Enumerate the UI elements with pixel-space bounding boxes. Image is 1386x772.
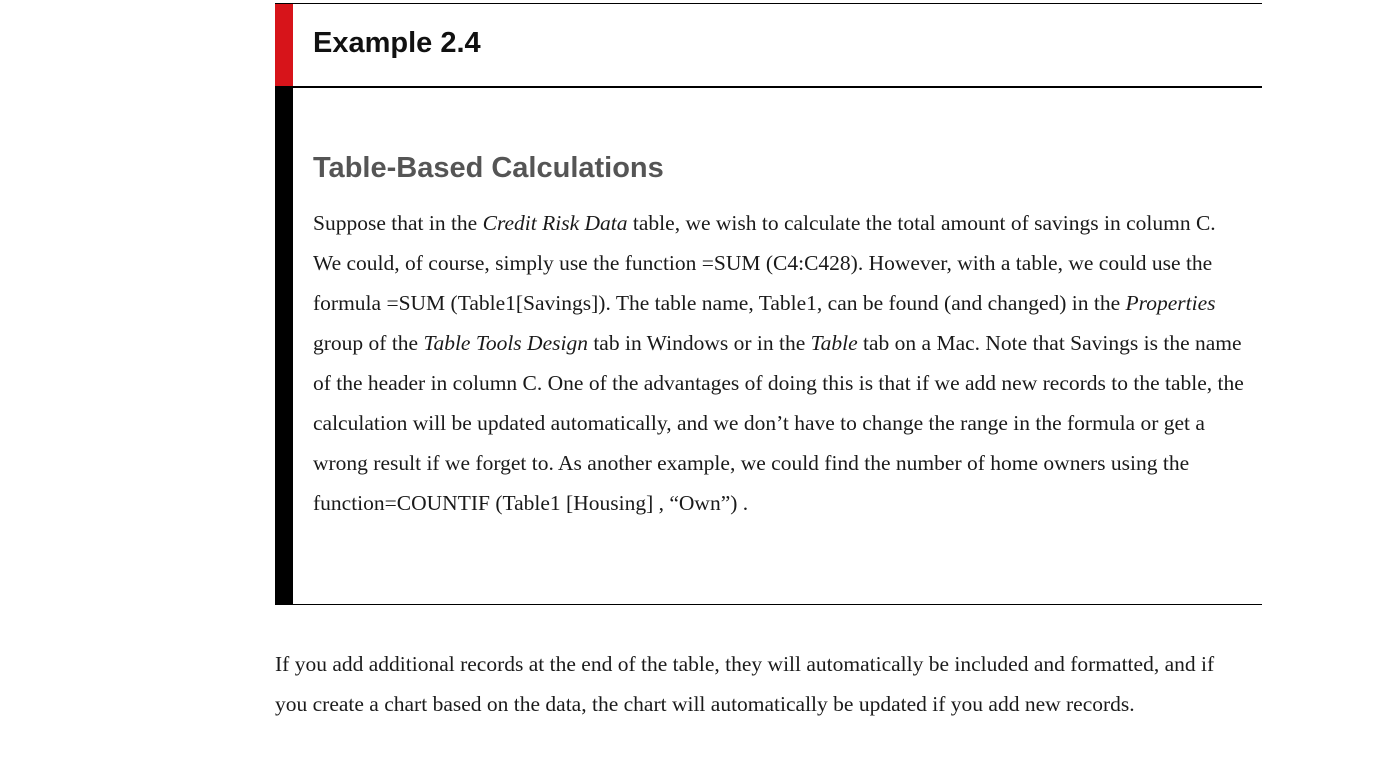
text-run: . However, with a table, we could use the formula [313,251,1213,315]
text-run: tab on a Mac. Note that Savings is the name of the header in column C. One of the advantages of doing this is that if we add new records to the table, the calculation will be updated automatically, and we don’t have to change the range in the formula or get a wrong result if we forget to. As another example, we could find the number of home owners using the function [313,331,1244,515]
example-body-accent-bar [275,88,293,605]
example-header [275,3,1262,88]
text-run: . The table name, Table1, can be found (and changed) in the [605,291,1126,315]
text-run: tab in Windows or in the [587,331,811,355]
example-title: Example 2.4 [313,27,481,59]
italic-term-table-tools-design: Table Tools Design [423,331,588,355]
text-run: Suppose that in the [313,211,483,235]
example-body [275,88,1262,605]
formula-countif: =COUNTIF (Table1 [Housing] , “Own”) . [384,491,749,515]
italic-term-table: Table [810,331,858,355]
example-header-accent-bar [275,4,293,86]
italic-term-properties: Properties [1125,291,1216,315]
formula-sum-table: =SUM (Table1[Savings]) [386,291,606,315]
body-paragraph: If you add additional records at the end of the table, they will automatically be included and formatted, and if you create a chart based on the data, the chart will automatically be updated if you add new records. [275,652,1215,716]
example-paragraph [313,203,1248,523]
example-box [275,3,1262,605]
text-run: group of the [313,331,424,355]
italic-term-credit-risk-data: Credit Risk Data [482,211,628,235]
text-run: table, we wish to calculate the total amount of savings in column C. We could, of course, simply use the function [313,211,1216,275]
example-subtitle: Table-Based Calculations [313,152,664,184]
formula-sum-range: =SUM (C4:C428) [701,251,858,275]
